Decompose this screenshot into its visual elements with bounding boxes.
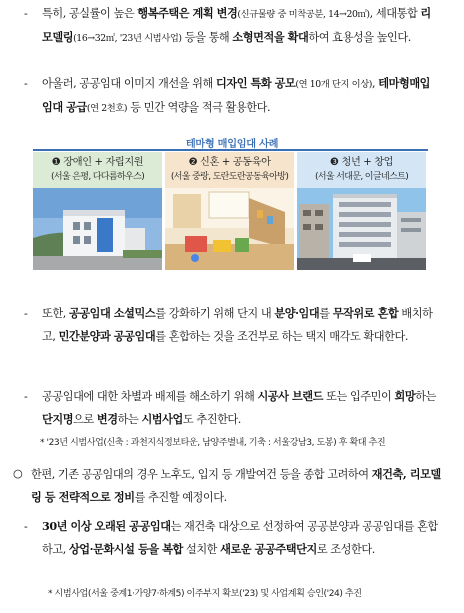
gallery-item-subtitle: (서울 중랑, 도란도란공동육아방) (170, 172, 289, 182)
gallery-item-subtitle: (서울 은평, 다다름하우스) (50, 172, 145, 182)
dash-bullet: - (24, 520, 28, 533)
gallery-item-subtitle: (서울 서대문, 이글네스트) (314, 172, 409, 182)
paragraph-text: 30년 이상 오래된 공공임대는 재건축 대상으로 선정하여 공공분양과 공공임대를 혼합하고, 상업·문화시설 등을 복합 설치한 새로운 공공주택단지로 조성한다. (42, 519, 438, 556)
paragraph-text: 특히, 공실률이 높은 행복주택은 계획 변경(신규물량 중 미착공분, 14→20㎡), 세대통합 리모델링(16→32㎡, '23년 시범사업) 등을 통해 소형면적을 확대하여 효용성을 높인다. (42, 6, 431, 44)
gallery-item-title: 신혼 + 공동육아 (200, 157, 271, 168)
paragraph-social-mix (24, 302, 440, 348)
building-photo-3 (297, 188, 426, 270)
paragraph-old-rental-rebuild (24, 515, 440, 561)
paragraph-text: 공공임대에 대한 차별과 배제를 해소하기 위해 시공사 브랜드 또는 입주민이 희망하는 단지명으로 변경하는 시범사업도 추진한다. (42, 389, 436, 426)
footnote-pilot-projects: * '23년 시범사업(신축 : 과천지식정보타운, 남양주별내, 기축 : 서울강남3, 도봉) 후 확대 추진 (40, 438, 386, 448)
footnote-relocation-site: * 시범사업(서울 중계1·가양7·하계5) 이주부지 확보('23) 및 사업계획 승인('24) 추진 (48, 589, 362, 599)
gallery-caption (165, 152, 294, 188)
dash-bullet: - (24, 7, 28, 20)
gallery-title-rule (33, 149, 428, 151)
dash-bullet: - (24, 307, 28, 320)
number-badge: ❸ (329, 157, 339, 168)
gallery-caption (33, 152, 162, 188)
gallery-item-disabled-independence (33, 152, 162, 270)
number-badge: ❷ (188, 157, 198, 168)
photo-childcare-room (165, 188, 294, 270)
paragraph-happy-housing (24, 2, 440, 50)
theme-housing-gallery (33, 152, 428, 270)
photo-eagle-nest (297, 188, 426, 270)
building-photo-1 (33, 188, 162, 270)
gallery-item-title: 청년 + 창업 (341, 157, 394, 168)
gallery-item-newlywed-childcare (165, 152, 294, 270)
circle-bullet: ○ (13, 467, 23, 480)
paragraph-text: 또한, 공공임대 소셜믹스를 강화하기 위해 단지 내 분양·임대를 무작위로 혼합 배치하고, 민간분양과 공공임대를 혼합하는 것을 조건부로 하는 택지 매각도 확대한다. (42, 306, 433, 343)
paragraph-brand-renaming (24, 385, 440, 431)
paragraph-design-contest (24, 72, 440, 120)
interior-photo-2 (165, 188, 294, 270)
gallery-item-title: 장애인 + 자립지원 (63, 157, 144, 168)
gallery-title: 테마형 매입임대 사례 (185, 139, 279, 150)
number-badge: ❶ (51, 157, 61, 168)
dash-bullet: - (24, 77, 28, 90)
paragraph-redevelopment (13, 463, 443, 509)
paragraph-text: 한편, 기존 공공임대의 경우 노후도, 입지 등 개발여건 등을 종합 고려하여 재건축, 리모델링 등 전략적으로 정비를 추진할 예정이다. (31, 467, 441, 504)
gallery-item-youth-startup (297, 152, 426, 270)
gallery-caption (297, 152, 426, 188)
photo-dadareum-house (33, 188, 162, 270)
dash-bullet: - (24, 390, 28, 403)
paragraph-text: 아울러, 공공임대 이미지 개선을 위해 디자인 특화 공모(연 10개 단지 이상), 테마형매입임대 공급(연 2천호) 등 민간 역량을 적극 활용한다. (42, 76, 431, 114)
